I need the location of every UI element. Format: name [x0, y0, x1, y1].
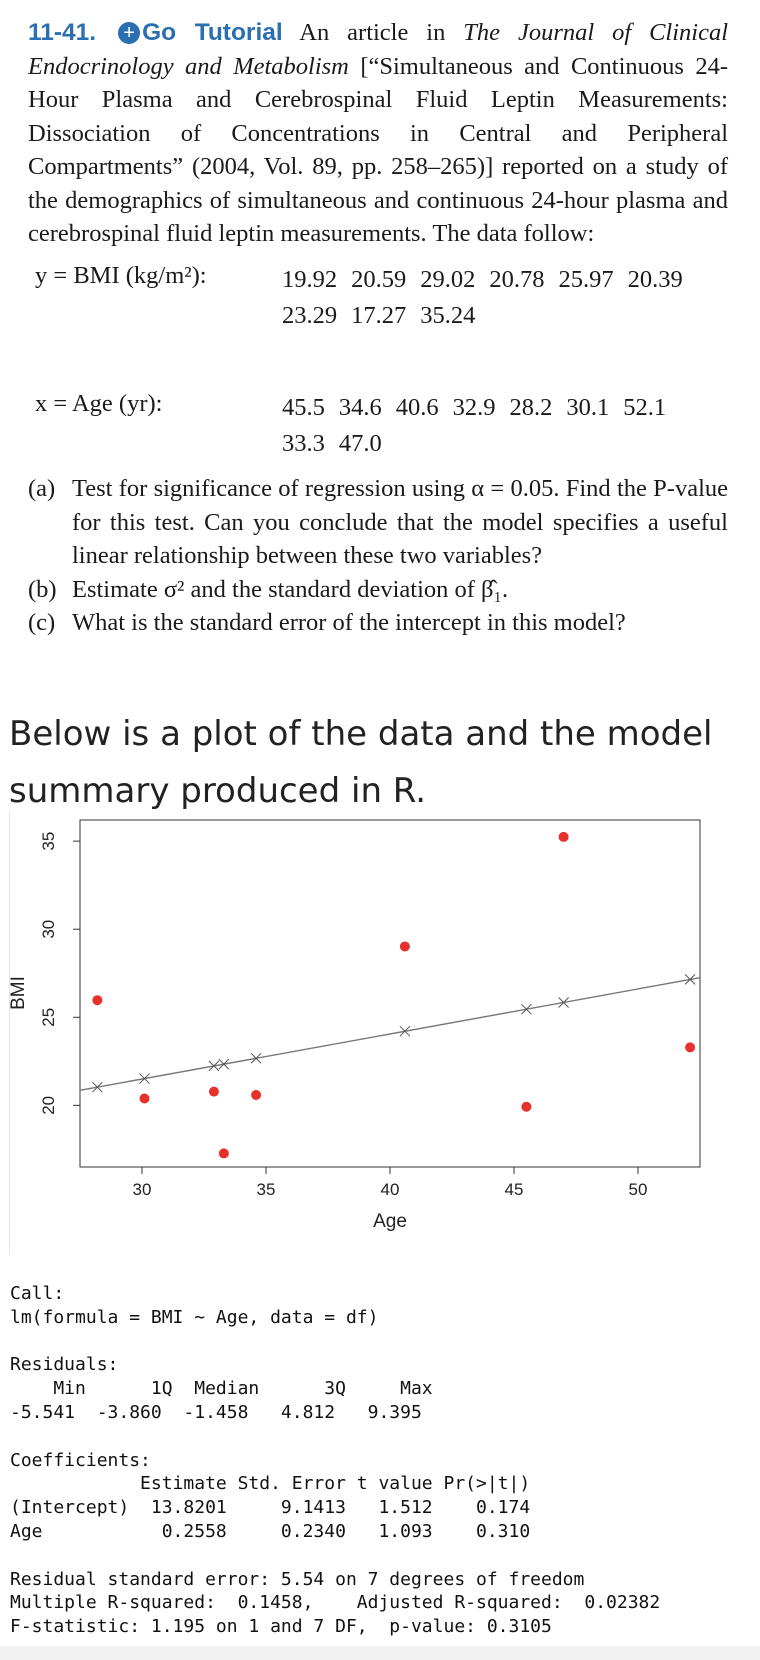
y-value: 25.97 [558, 266, 614, 293]
x-value: 34.6 [338, 394, 382, 421]
r-model-summary [10, 1282, 671, 1639]
data-point [251, 1090, 261, 1100]
y-value: 20.39 [627, 266, 683, 293]
y-label: y = BMI (kg/m²): [35, 262, 207, 289]
data-point [209, 1087, 219, 1097]
part-text: Estimate σ² and the standard deviation of β̂₁. [72, 575, 509, 603]
plot-frame [80, 820, 700, 1167]
data-point [400, 941, 410, 951]
x-value: 45.5 [282, 394, 325, 421]
y-value: 29.02 [420, 266, 476, 293]
y-tick-label: 35 [39, 831, 58, 851]
y-values [282, 262, 722, 334]
x-tick-label: 50 [628, 1180, 648, 1199]
part-c [28, 606, 728, 640]
y-tick-label: 20 [39, 1095, 58, 1115]
residuals-values: -5.541 -3.860 -1.458 4.812 9.395 [10, 1401, 433, 1423]
question-parts [28, 472, 728, 640]
data-point [92, 995, 102, 1005]
data-point [219, 1148, 229, 1158]
problem-number: 11-41. [28, 19, 97, 46]
x-value: 32.9 [452, 394, 496, 421]
call-formula: lm(formula = BMI ~ Age, data = df) [10, 1306, 379, 1328]
y-value: 20.59 [351, 266, 407, 293]
data-point [559, 832, 569, 842]
y-tick-label: 25 [39, 1007, 58, 1027]
plus-circle-icon[interactable]: + [118, 22, 140, 44]
part-label: (b) [28, 575, 57, 603]
article-description: [“Simultaneous and Continuous 24-Hour Plasma and Cerebrospinal Fluid Leptin Measurements: Dissociation of Concentrations in Central and Peripheral Compartments” (2004, Vol. 89, pp. 258–265)] reported on a study of the demographics of simultaneous and continuous 24-hour plasma and cerebrospinal fluid leptin measurements. The data follow: [28, 52, 729, 247]
scatter-plot [9, 810, 744, 1255]
part-label: (a) [28, 475, 56, 502]
x-tick-label: 30 [132, 1180, 152, 1199]
residual-standard-error: Residual standard error: 5.54 on 7 degrees of freedom [10, 1568, 585, 1590]
coefficients-intercept-row: (Intercept) 13.8201 9.1413 1.512 0.174 [10, 1497, 531, 1519]
regression-line [80, 978, 700, 1091]
part-label: (c) [28, 609, 56, 636]
call-label: Call: [10, 1283, 65, 1304]
part-text: What is the standard error of the intercept in this model? [72, 609, 626, 636]
x-label: x = Age (yr): [35, 390, 163, 417]
y-value: 19.92 [282, 266, 338, 293]
x-value: 30.1 [566, 394, 610, 421]
intro-text: An article in [299, 19, 446, 46]
part-b [28, 573, 728, 607]
y-value: 17.27 [351, 302, 407, 329]
go-tutorial-link[interactable]: Go Tutorial [142, 19, 283, 46]
data-point [139, 1093, 149, 1103]
journal-title: The Journal of Clinical Endocrinology and Metabolism [28, 19, 729, 80]
plot-svg [10, 810, 744, 1255]
y-value: 35.24 [420, 302, 476, 329]
f-statistic-line: F-statistic: 1.195 on 1 and 7 DF, p-value: 0.3105 [10, 1616, 552, 1638]
r-squared-line: Multiple R-squared: 0.1458, Adjusted R-squared: 0.02382 [10, 1592, 672, 1614]
x-value: 52.1 [623, 394, 667, 421]
section-heading: Below is a plot of the data and the model summary produced in R. [9, 714, 713, 811]
x-tick-label: 45 [504, 1180, 524, 1199]
coefficients-label: Coefficients: [10, 1449, 151, 1471]
part-text: Test for significance of regression using α = 0.05. Find the P-value for this test. Can you conclude that the model specifies a useful linear relationship between these two variables? [72, 475, 728, 569]
part-a [28, 472, 728, 573]
x-value: 40.6 [395, 394, 439, 421]
residuals-label: Residuals: [10, 1354, 119, 1376]
y-tick-label: 30 [39, 919, 58, 939]
data-point [685, 1042, 695, 1052]
x-axis-label: Age [373, 1211, 407, 1232]
coefficients-header: Estimate Std. Error t value Pr(>|t|) [10, 1473, 531, 1495]
data-point [521, 1102, 531, 1112]
y-value: 23.29 [282, 302, 338, 329]
residuals-header: Min 1Q Median 3Q Max [10, 1378, 444, 1400]
x-value: 47.0 [338, 430, 382, 457]
y-value: 20.78 [489, 266, 545, 293]
problem-statement [28, 16, 728, 251]
coefficients-age-row: Age 0.2558 0.2340 1.093 0.310 [10, 1520, 531, 1542]
bottom-band [0, 1646, 760, 1660]
x-tick-label: 40 [380, 1180, 400, 1199]
x-value: 33.3 [282, 430, 325, 457]
x-value: 28.2 [509, 394, 553, 421]
y-axis-label: BMI [10, 976, 29, 1010]
x-tick-label: 35 [256, 1180, 276, 1199]
x-values [282, 390, 722, 462]
